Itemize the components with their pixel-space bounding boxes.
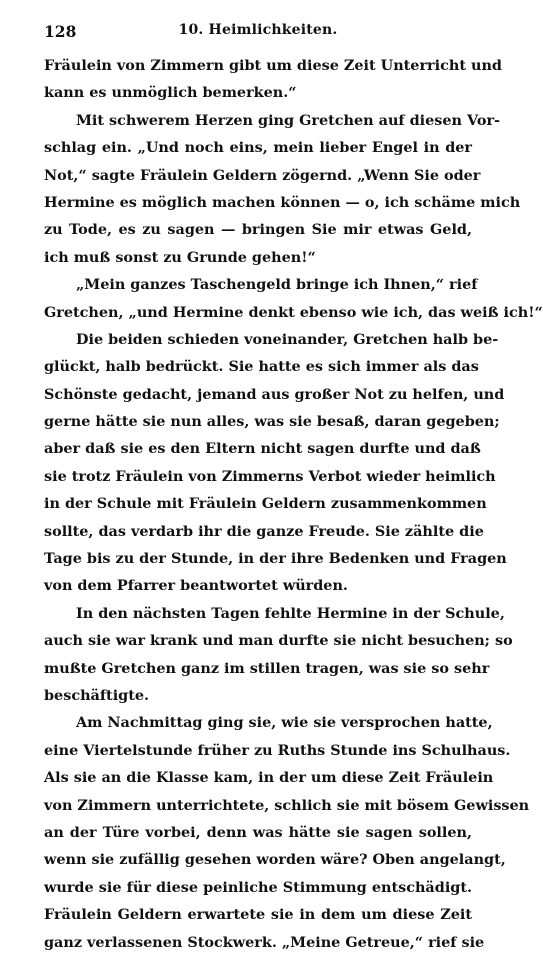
- text-line: gerne hätte sie nun alles, was sie besaß, daran gegeben;: [44, 413, 500, 431]
- body-text: [44, 52, 543, 956]
- text-line: eine Viertelstunde früher zu Ruths Stunde ins Schulhaus.: [44, 741, 511, 759]
- text-line: schlag ein. „Und noch eins, mein lieber Engel in der: [44, 139, 472, 157]
- text-line: ich muß sonst zu Grunde gehen!“: [44, 248, 316, 266]
- text-line: In den nächsten Tagen fehlte Hermine in der Schule,: [76, 604, 505, 622]
- text-line: von dem Pfarrer beantwortet würden.: [44, 577, 348, 595]
- text-line: von Zimmern unterrichtete, schlich sie mit bösem Gewissen: [44, 796, 530, 814]
- text-line: glückt, halb bedrückt. Sie hatte es sich immer als das: [44, 358, 479, 376]
- text-line: Fräulein Geldern erwartete sie in dem um diese Zeit: [44, 906, 472, 924]
- text-line: Die beiden schieden voneinander, Gretchen halb be-: [76, 330, 499, 348]
- text-line: Als sie an die Klasse kam, in der um diese Zeit Fräulein: [44, 769, 494, 787]
- text-line: sie trotz Fräulein von Zimmerns Verbot wieder heimlich: [44, 467, 496, 485]
- text-line: Am Nachmittag ging sie, wie sie versprochen hatte,: [76, 714, 493, 732]
- text-line: zu Tode, es zu sagen — bringen Sie mir etwas Geld,: [44, 221, 472, 239]
- book-page: [44, 22, 543, 956]
- page-number: 128: [44, 22, 77, 41]
- text-line: Gretchen, „und Hermine denkt ebenso wie ich, das weiß ich!“: [44, 303, 543, 321]
- text-line: wurde sie für diese peinliche Stimmung entschädigt.: [44, 878, 472, 896]
- text-line: ganz verlassenen Stockwerk. „Meine Getreue,“ rief sie: [44, 933, 485, 951]
- text-line: in der Schule mit Fräulein Geldern zusammenkommen: [44, 495, 487, 513]
- text-line: kann es unmöglich bemerken.“: [44, 84, 297, 102]
- text-line: „Mein ganzes Taschengeld bringe ich Ihnen,“ rief: [76, 276, 478, 294]
- text-line: Fräulein von Zimmern gibt um diese Zeit Unterricht und: [44, 57, 502, 74]
- text-line: Schönste gedacht, jemand aus großer Not zu helfen, und: [44, 385, 505, 403]
- text-line: Hermine es möglich machen können — o, ich schäme mich: [44, 193, 521, 211]
- text-line: Not,“ sagte Fräulein Geldern zögernd. „Wenn Sie oder: [44, 166, 481, 184]
- text-line: aber daß sie es den Eltern nicht sagen durfte und daß: [44, 440, 481, 458]
- text-line: Tage bis zu der Stunde, in der ihre Bedenken und Fragen: [44, 550, 507, 568]
- text-line: sollte, das verdarb ihr die ganze Freude. Sie zählte die: [44, 522, 484, 540]
- text-line: mußte Gretchen ganz im stillen tragen, was sie so sehr: [44, 659, 490, 677]
- text-line: beschäftigte.: [44, 686, 150, 704]
- text-line: wenn sie zufällig gesehen worden wäre? Oben angelangt,: [44, 851, 506, 869]
- text-line: Mit schwerem Herzen ging Gretchen auf diesen Vor-: [76, 111, 501, 129]
- chapter-title: 10. Heimlichkeiten.: [178, 22, 338, 38]
- text-line: an der Türe vorbei, denn was hätte sie sagen sollen,: [44, 823, 472, 841]
- text-line: auch sie war krank und man durfte sie nicht besuchen; so: [44, 632, 513, 650]
- running-header: [44, 22, 472, 48]
